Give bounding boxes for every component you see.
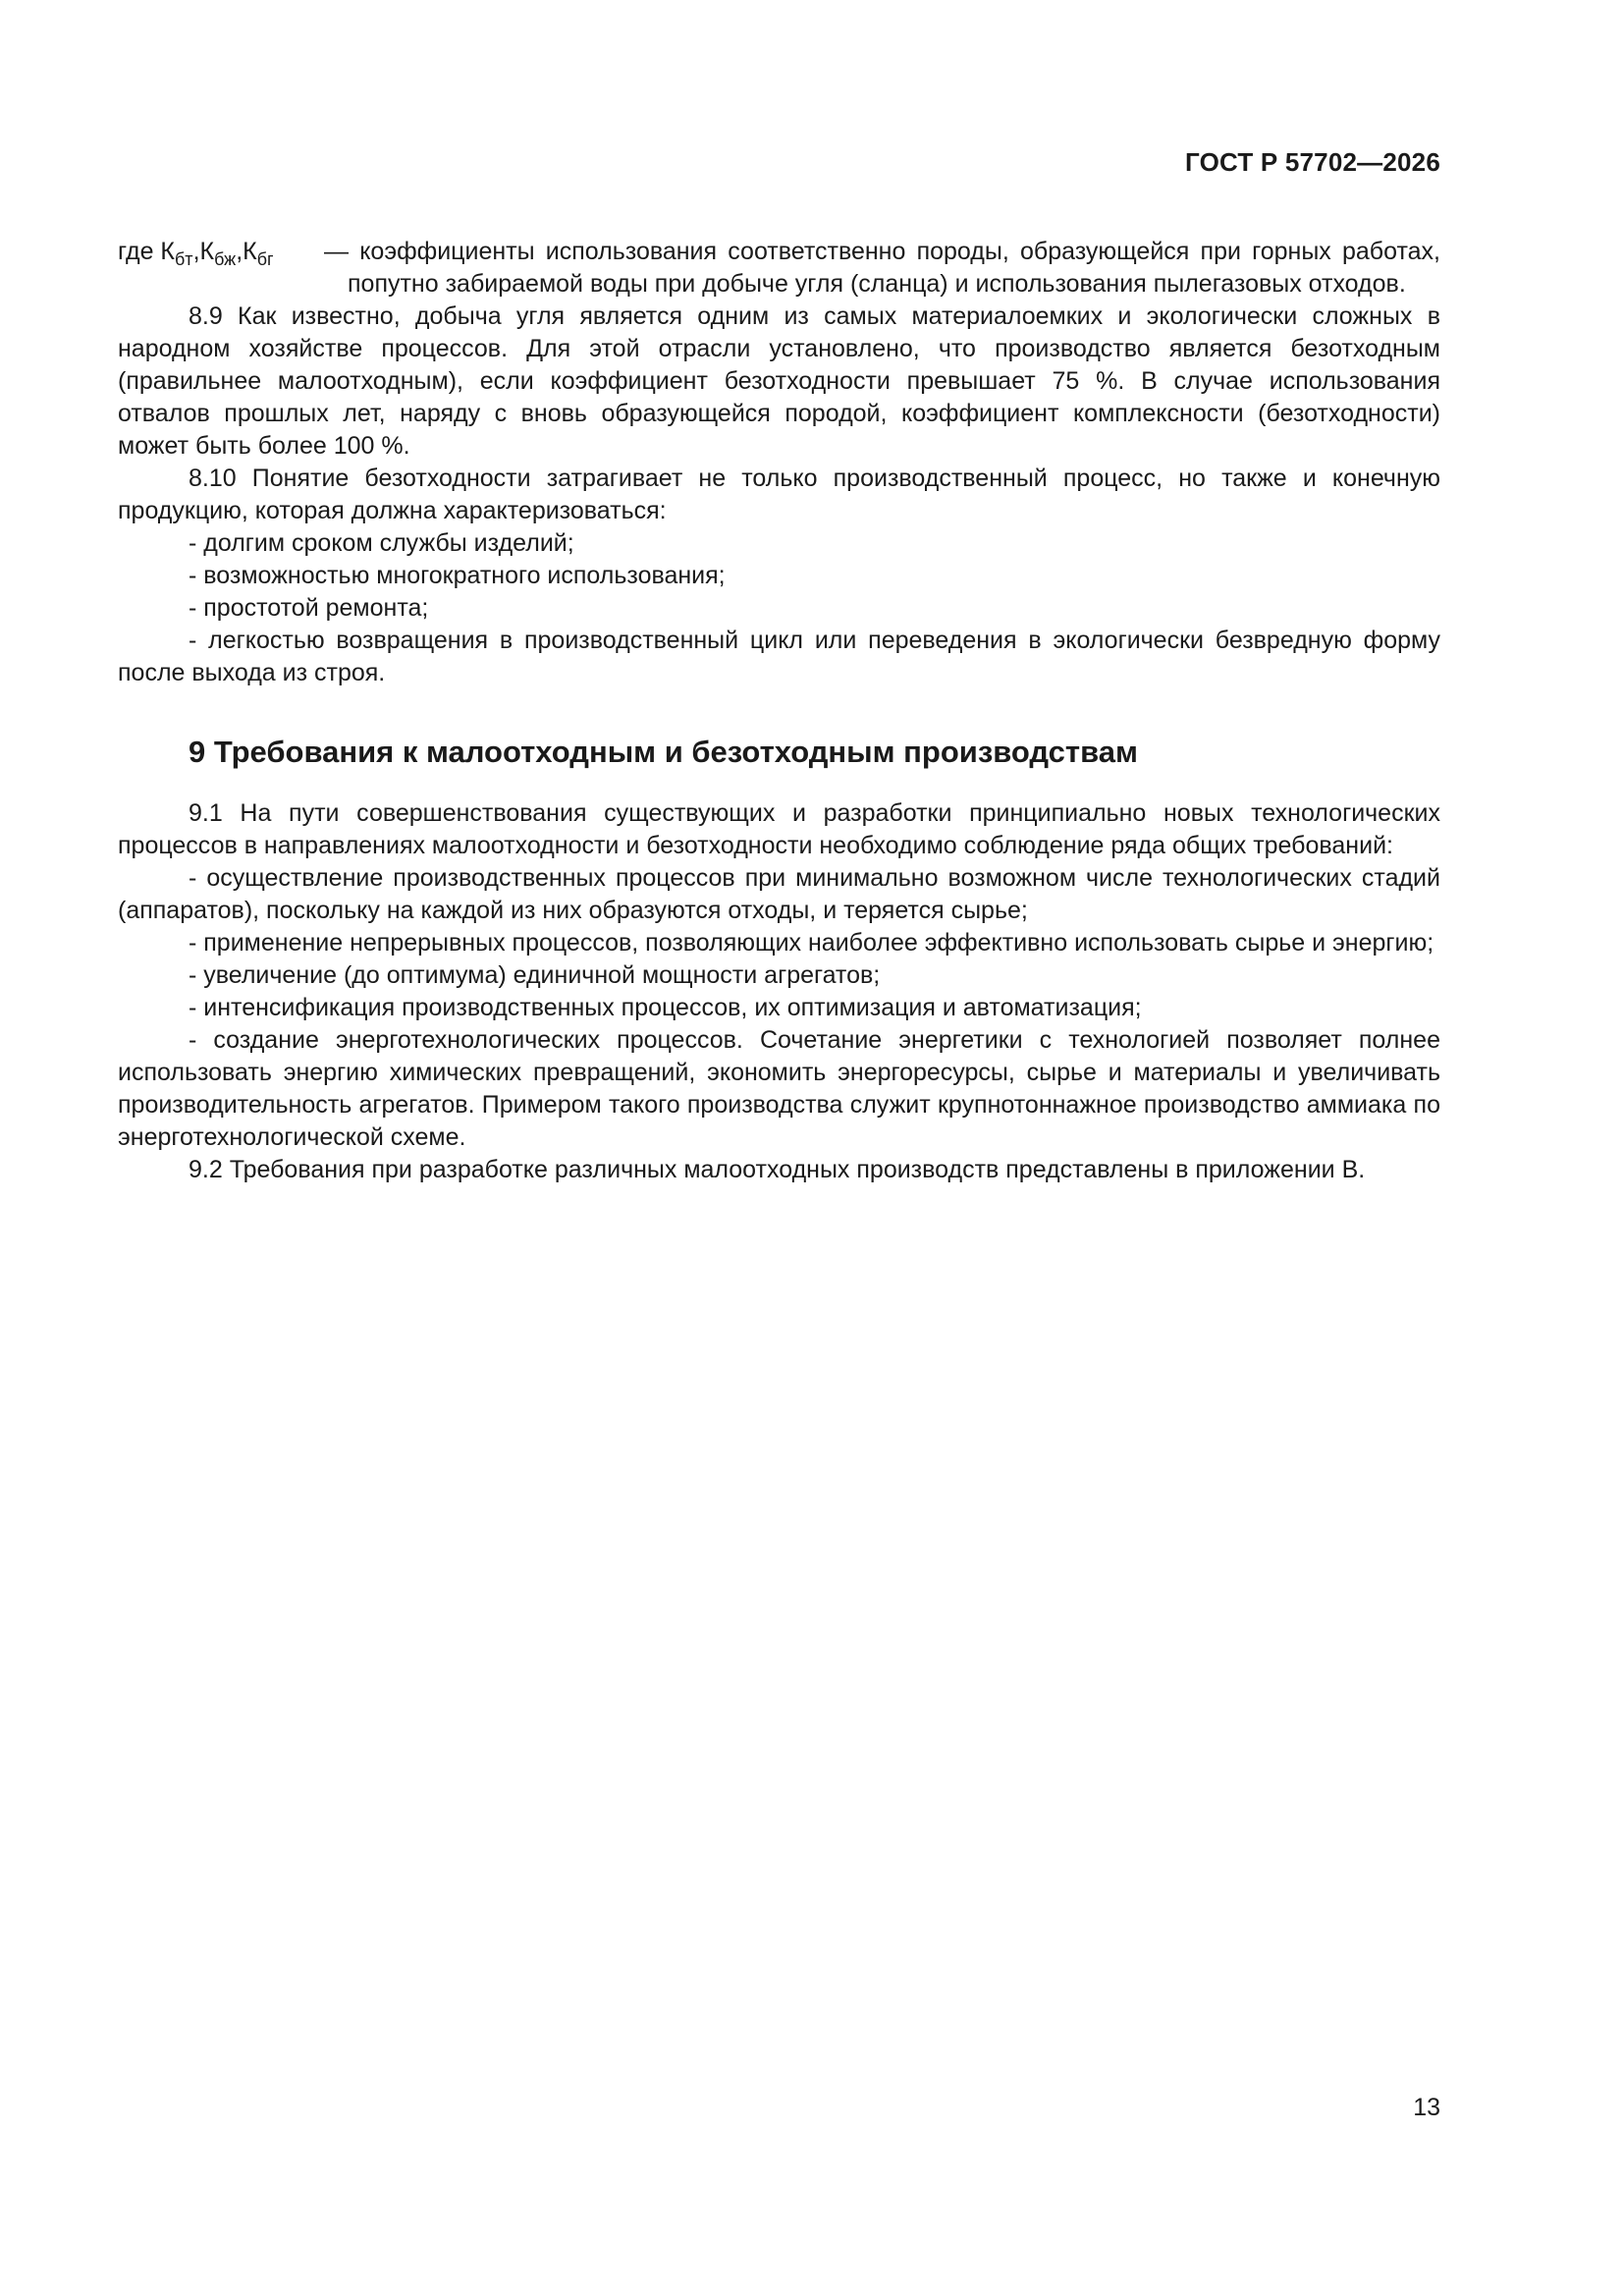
- symbol-separator: ,К: [192, 238, 215, 265]
- document-code: ГОСТ Р 57702—2026: [1185, 147, 1440, 177]
- coefficient-definition: [118, 236, 1440, 301]
- coefficient-symbols: [118, 236, 324, 301]
- list-item: - легкостью возвращения в производственный цикл или переведения в экологически безвредную форму после выхода из строя.: [118, 627, 1440, 686]
- list-item: - применение непрерывных процессов, позволяющих наиболее эффективно использовать сырье и энергию;: [189, 929, 1434, 957]
- paragraph-9-2: 9.2 Требования при разработке различных малоотходных производств представлены в приложении В.: [189, 1156, 1366, 1183]
- definition-text: — коэффициенты использования соответственно породы, образующейся при горных работах, попутно забираемой воды при добыче угля (сланца) и использования пылегазовых отходов.: [324, 238, 1440, 298]
- list-item: - интенсификация производственных процессов, их оптимизация и автоматизация;: [189, 994, 1142, 1021]
- list-item: - возможностью многократного использования;: [189, 562, 726, 589]
- list-item: - увеличение (до оптимума) единичной мощности агрегатов;: [189, 961, 881, 989]
- subscript-bzh: бж: [214, 249, 237, 269]
- section-9-heading: 9 Требования к малоотходным и безотходным производствам: [189, 735, 1138, 769]
- list-item: - долгим сроком службы изделий;: [189, 529, 574, 557]
- list-item: - простотой ремонта;: [189, 594, 429, 622]
- list-item: - осуществление производственных процессов при минимально возможном числе технологических стадий (аппаратов), поскольку на каждой из них образуются отходы, и теряется сырье;: [118, 864, 1440, 924]
- subscript-bg: бг: [256, 249, 274, 269]
- list-item: - создание энерготехнологических процессов. Сочетание энергетики с технологией позволяет полнее использовать энергию химических превращений, экономить энергоресурсы, сырье и материалы и увеличивать производительность агрегатов. Примером такого производства служит крупнотоннажное производство аммиака по энерготехнологической схеме.: [118, 1026, 1440, 1151]
- document-body: [118, 236, 1440, 1186]
- paragraph-9-1: 9.1 На пути совершенствования существующих и разработки принципиально новых технологических процессов в направлениях малоотходности и безотходности необходимо соблюдение ряда общих требований:: [118, 799, 1440, 859]
- paragraph-8-9: 8.9 Как известно, добыча угля является одним из самых материалоемких и экологически сложных в народном хозяйстве процессов. Для этой отрасли установлено, что производство является безотходным (правильнее малоотходным), если коэффициент безотходности превышает 75 %. В случае использования отвалов прошлых лет, наряду с вновь образующейся породой, коэффициент комплексности (безотходности) может быть более 100 %.: [118, 302, 1440, 460]
- symbol-prefix: где К: [118, 238, 175, 265]
- symbol-separator: ,К: [236, 238, 257, 265]
- paragraph-8-10: 8.10 Понятие безотходности затрагивает не только производственный процесс, но также и конечную продукцию, которая должна характеризоваться:: [118, 465, 1440, 524]
- subscript-bt: бт: [175, 249, 193, 269]
- page-number: 13: [1413, 2094, 1440, 2121]
